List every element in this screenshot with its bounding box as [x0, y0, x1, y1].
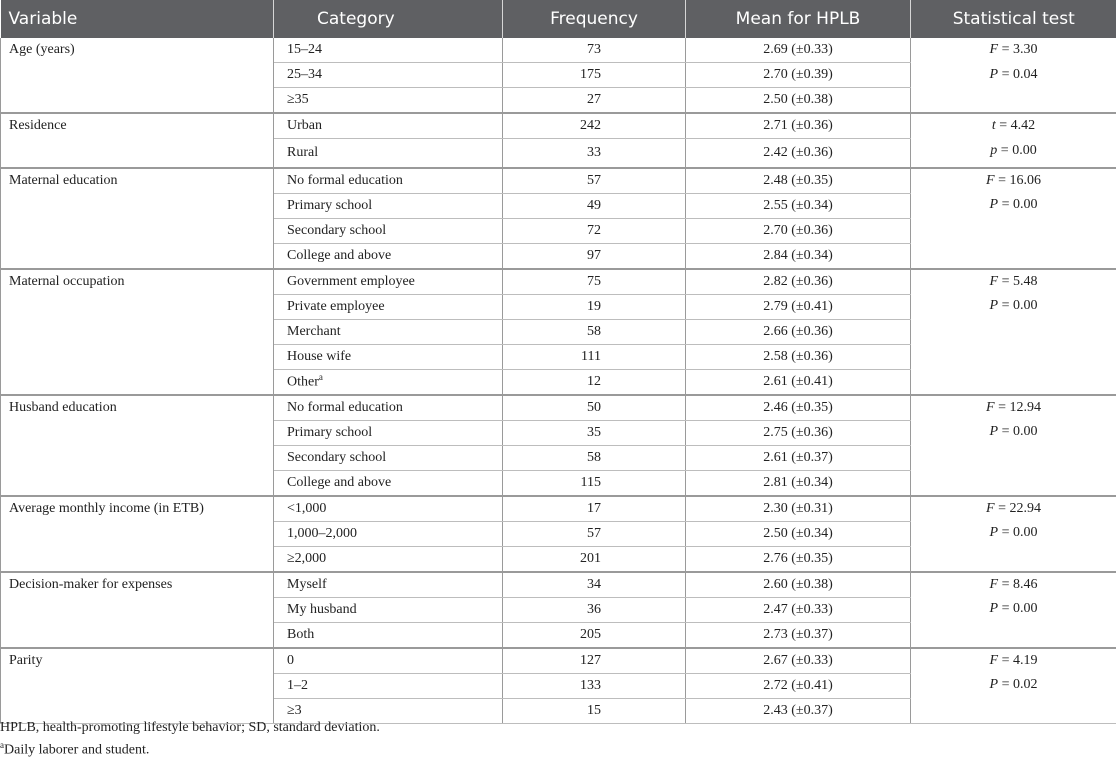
category-cell	[274, 88, 503, 114]
category-cell	[274, 369, 503, 395]
stat-value: = 16.06	[995, 173, 1041, 188]
mean-cell: 2.55 (±0.34)	[686, 193, 911, 218]
frequency-cell: 133	[503, 673, 686, 698]
mean-cell: 2.48 (±0.35)	[686, 168, 911, 194]
mean-cell: 2.67 (±0.33)	[686, 648, 911, 674]
mean-cell: 2.79 (±0.41)	[686, 294, 911, 319]
stat-value: = 0.00	[998, 424, 1037, 439]
frequency-cell: 35	[503, 420, 686, 445]
category-text: ≥35	[287, 92, 309, 107]
mean-cell: 2.60 (±0.38)	[686, 572, 911, 598]
frequency-cell: 57	[503, 168, 686, 194]
mean-cell: 2.72 (±0.41)	[686, 673, 911, 698]
stat-cell-top	[911, 496, 1116, 522]
mean-cell: 2.84 (±0.34)	[686, 243, 911, 269]
category-text: Primary school	[287, 198, 372, 213]
table-row	[1, 168, 1116, 194]
category-cell	[274, 113, 503, 139]
stat-value: = 3.30	[998, 42, 1037, 57]
stat-value: = 0.04	[998, 67, 1037, 82]
frequency-cell: 201	[503, 546, 686, 572]
stat-symbol: P	[990, 677, 999, 692]
frequency-cell: 97	[503, 243, 686, 269]
mean-cell: 2.46 (±0.35)	[686, 395, 911, 421]
stat-value: = 0.00	[998, 525, 1037, 540]
stat-value: = 0.00	[998, 298, 1037, 313]
stat-symbol: P	[990, 424, 999, 439]
category-cell	[274, 139, 503, 168]
category-text: Private employee	[287, 299, 385, 314]
stat-value: = 22.94	[995, 501, 1041, 516]
mean-cell: 2.75 (±0.36)	[686, 420, 911, 445]
frequency-cell: 58	[503, 319, 686, 344]
frequency-cell: 19	[503, 294, 686, 319]
category-text: 1,000–2,000	[287, 526, 357, 541]
footnote-a-text: Daily laborer and student.	[4, 743, 149, 758]
stat-symbol: F	[986, 173, 995, 188]
category-text: 1–2	[287, 678, 308, 693]
variable-cell: Parity	[1, 648, 274, 724]
frequency-cell: 111	[503, 344, 686, 369]
category-text: Urban	[287, 118, 322, 133]
category-text: <1,000	[287, 501, 326, 516]
stat-cell-top	[911, 113, 1116, 139]
stat-value: = 4.19	[998, 653, 1037, 668]
stat-symbol: P	[990, 298, 999, 313]
frequency-cell: 36	[503, 597, 686, 622]
category-cell	[274, 572, 503, 598]
frequency-cell: 17	[503, 496, 686, 522]
category-cell	[274, 243, 503, 269]
mean-cell: 2.50 (±0.34)	[686, 521, 911, 546]
mean-cell: 2.43 (±0.37)	[686, 698, 911, 723]
variable-cell: Maternal occupation	[1, 269, 274, 395]
stat-value: = 12.94	[995, 400, 1041, 415]
category-cell	[274, 395, 503, 421]
variable-cell: Husband education	[1, 395, 274, 496]
stat-cell-top	[911, 395, 1116, 421]
stat-cell-bottom	[911, 521, 1116, 572]
category-cell	[274, 445, 503, 470]
stat-cell-top	[911, 168, 1116, 194]
header-mean: Mean for HPLB	[686, 0, 911, 38]
stat-cell-top	[911, 572, 1116, 598]
stat-value: = 0.00	[997, 143, 1036, 158]
category-cell	[274, 218, 503, 243]
stat-symbol: t	[992, 118, 996, 133]
stat-cell-bottom	[911, 597, 1116, 648]
stat-value: = 8.46	[998, 577, 1037, 592]
category-text: Rural	[287, 145, 318, 160]
frequency-cell: 58	[503, 445, 686, 470]
stat-cell-top	[911, 38, 1116, 63]
header-variable: Variable	[1, 0, 274, 38]
footnote-marker: a	[319, 372, 323, 382]
stat-value: = 4.42	[996, 118, 1035, 133]
stat-cell-top	[911, 648, 1116, 674]
category-cell	[274, 496, 503, 522]
footnote-abbreviations: HPLB, health-promoting lifestyle behavior; SD, standard deviation.	[0, 720, 380, 736]
stat-symbol: F	[986, 501, 995, 516]
category-text: Both	[287, 627, 314, 642]
mean-cell: 2.42 (±0.36)	[686, 139, 911, 168]
category-cell	[274, 673, 503, 698]
frequency-cell: 27	[503, 88, 686, 114]
mean-cell: 2.82 (±0.36)	[686, 269, 911, 295]
category-text: Myself	[287, 577, 327, 592]
category-cell	[274, 470, 503, 496]
stat-cell-bottom	[911, 139, 1116, 168]
stat-cell-top	[911, 269, 1116, 295]
stat-symbol: F	[986, 400, 995, 415]
category-text: College and above	[287, 475, 391, 490]
category-cell	[274, 294, 503, 319]
category-text: ≥3	[287, 703, 302, 718]
stat-value: = 0.02	[998, 677, 1037, 692]
table-row	[1, 269, 1116, 295]
frequency-cell: 33	[503, 139, 686, 168]
category-cell	[274, 648, 503, 674]
category-text: House wife	[287, 349, 351, 364]
stat-cell-bottom	[911, 673, 1116, 723]
frequency-cell: 127	[503, 648, 686, 674]
header-statistical-test: Statistical test	[911, 0, 1116, 38]
category-cell	[274, 420, 503, 445]
category-text: 15–24	[287, 42, 322, 57]
table-row	[1, 113, 1116, 139]
mean-cell: 2.70 (±0.39)	[686, 63, 911, 88]
stat-value: = 5.48	[998, 274, 1037, 289]
table-row	[1, 38, 1116, 63]
category-text: ≥2,000	[287, 551, 326, 566]
mean-cell: 2.47 (±0.33)	[686, 597, 911, 622]
table-row	[1, 496, 1116, 522]
frequency-cell: 34	[503, 572, 686, 598]
table-row	[1, 395, 1116, 421]
category-cell	[274, 168, 503, 194]
mean-cell: 2.71 (±0.36)	[686, 113, 911, 139]
category-cell	[274, 546, 503, 572]
category-text: Government employee	[287, 274, 415, 289]
category-text: No formal education	[287, 173, 403, 188]
category-text: 25–34	[287, 67, 322, 82]
mean-cell: 2.30 (±0.31)	[686, 496, 911, 522]
category-text: Merchant	[287, 324, 341, 339]
mean-cell: 2.69 (±0.33)	[686, 38, 911, 63]
table-body	[1, 38, 1116, 723]
stat-symbol: F	[990, 653, 999, 668]
stat-symbol: F	[990, 577, 999, 592]
stat-symbol: P	[990, 601, 999, 616]
mean-cell: 2.81 (±0.34)	[686, 470, 911, 496]
mean-cell: 2.66 (±0.36)	[686, 319, 911, 344]
frequency-cell: 205	[503, 622, 686, 648]
category-cell	[274, 193, 503, 218]
stat-symbol: p	[990, 143, 997, 158]
table-row	[1, 648, 1116, 674]
stat-cell-bottom	[911, 420, 1116, 496]
category-cell	[274, 521, 503, 546]
frequency-cell: 12	[503, 369, 686, 395]
stat-cell-bottom	[911, 193, 1116, 269]
stat-cell-bottom	[911, 63, 1116, 114]
variable-cell: Average monthly income (in ETB)	[1, 496, 274, 572]
category-cell	[274, 344, 503, 369]
variable-cell: Age (years)	[1, 38, 274, 113]
category-cell	[274, 622, 503, 648]
mean-cell: 2.58 (±0.36)	[686, 344, 911, 369]
category-text: College and above	[287, 248, 391, 263]
category-text: Secondary school	[287, 450, 386, 465]
mean-cell: 2.73 (±0.37)	[686, 622, 911, 648]
category-text: My husband	[287, 602, 357, 617]
frequency-cell: 73	[503, 38, 686, 63]
variable-cell: Maternal education	[1, 168, 274, 269]
category-cell	[274, 38, 503, 63]
frequency-cell: 115	[503, 470, 686, 496]
mean-cell: 2.61 (±0.41)	[686, 369, 911, 395]
category-text: Other	[287, 375, 319, 390]
frequency-cell: 50	[503, 395, 686, 421]
table-row	[1, 572, 1116, 598]
footnote-a	[0, 740, 149, 759]
mean-cell: 2.61 (±0.37)	[686, 445, 911, 470]
mean-cell: 2.50 (±0.38)	[686, 88, 911, 114]
category-text: Primary school	[287, 425, 372, 440]
frequency-cell: 242	[503, 113, 686, 139]
footnote-a-marker: a	[0, 740, 4, 750]
category-text: 0	[287, 653, 294, 668]
header-frequency: Frequency	[503, 0, 686, 38]
stat-cell-bottom	[911, 294, 1116, 395]
frequency-cell: 75	[503, 269, 686, 295]
frequency-cell: 49	[503, 193, 686, 218]
stat-symbol: P	[990, 525, 999, 540]
frequency-cell: 57	[503, 521, 686, 546]
stat-symbol: F	[990, 42, 999, 57]
variable-cell: Decision-maker for expenses	[1, 572, 274, 648]
category-cell	[274, 597, 503, 622]
header-category: Category	[274, 0, 503, 38]
stat-value: = 0.00	[998, 197, 1037, 212]
frequency-cell: 175	[503, 63, 686, 88]
category-text: No formal education	[287, 400, 403, 415]
stat-symbol: P	[990, 67, 999, 82]
frequency-cell: 15	[503, 698, 686, 723]
mean-cell: 2.76 (±0.35)	[686, 546, 911, 572]
category-cell	[274, 319, 503, 344]
variable-cell: Residence	[1, 113, 274, 168]
table-header-row	[1, 0, 1116, 38]
stat-symbol: P	[990, 197, 999, 212]
category-cell	[274, 63, 503, 88]
frequency-cell: 72	[503, 218, 686, 243]
category-text: Secondary school	[287, 223, 386, 238]
mean-cell: 2.70 (±0.36)	[686, 218, 911, 243]
stat-symbol: F	[990, 274, 999, 289]
stat-value: = 0.00	[998, 601, 1037, 616]
category-cell	[274, 269, 503, 295]
